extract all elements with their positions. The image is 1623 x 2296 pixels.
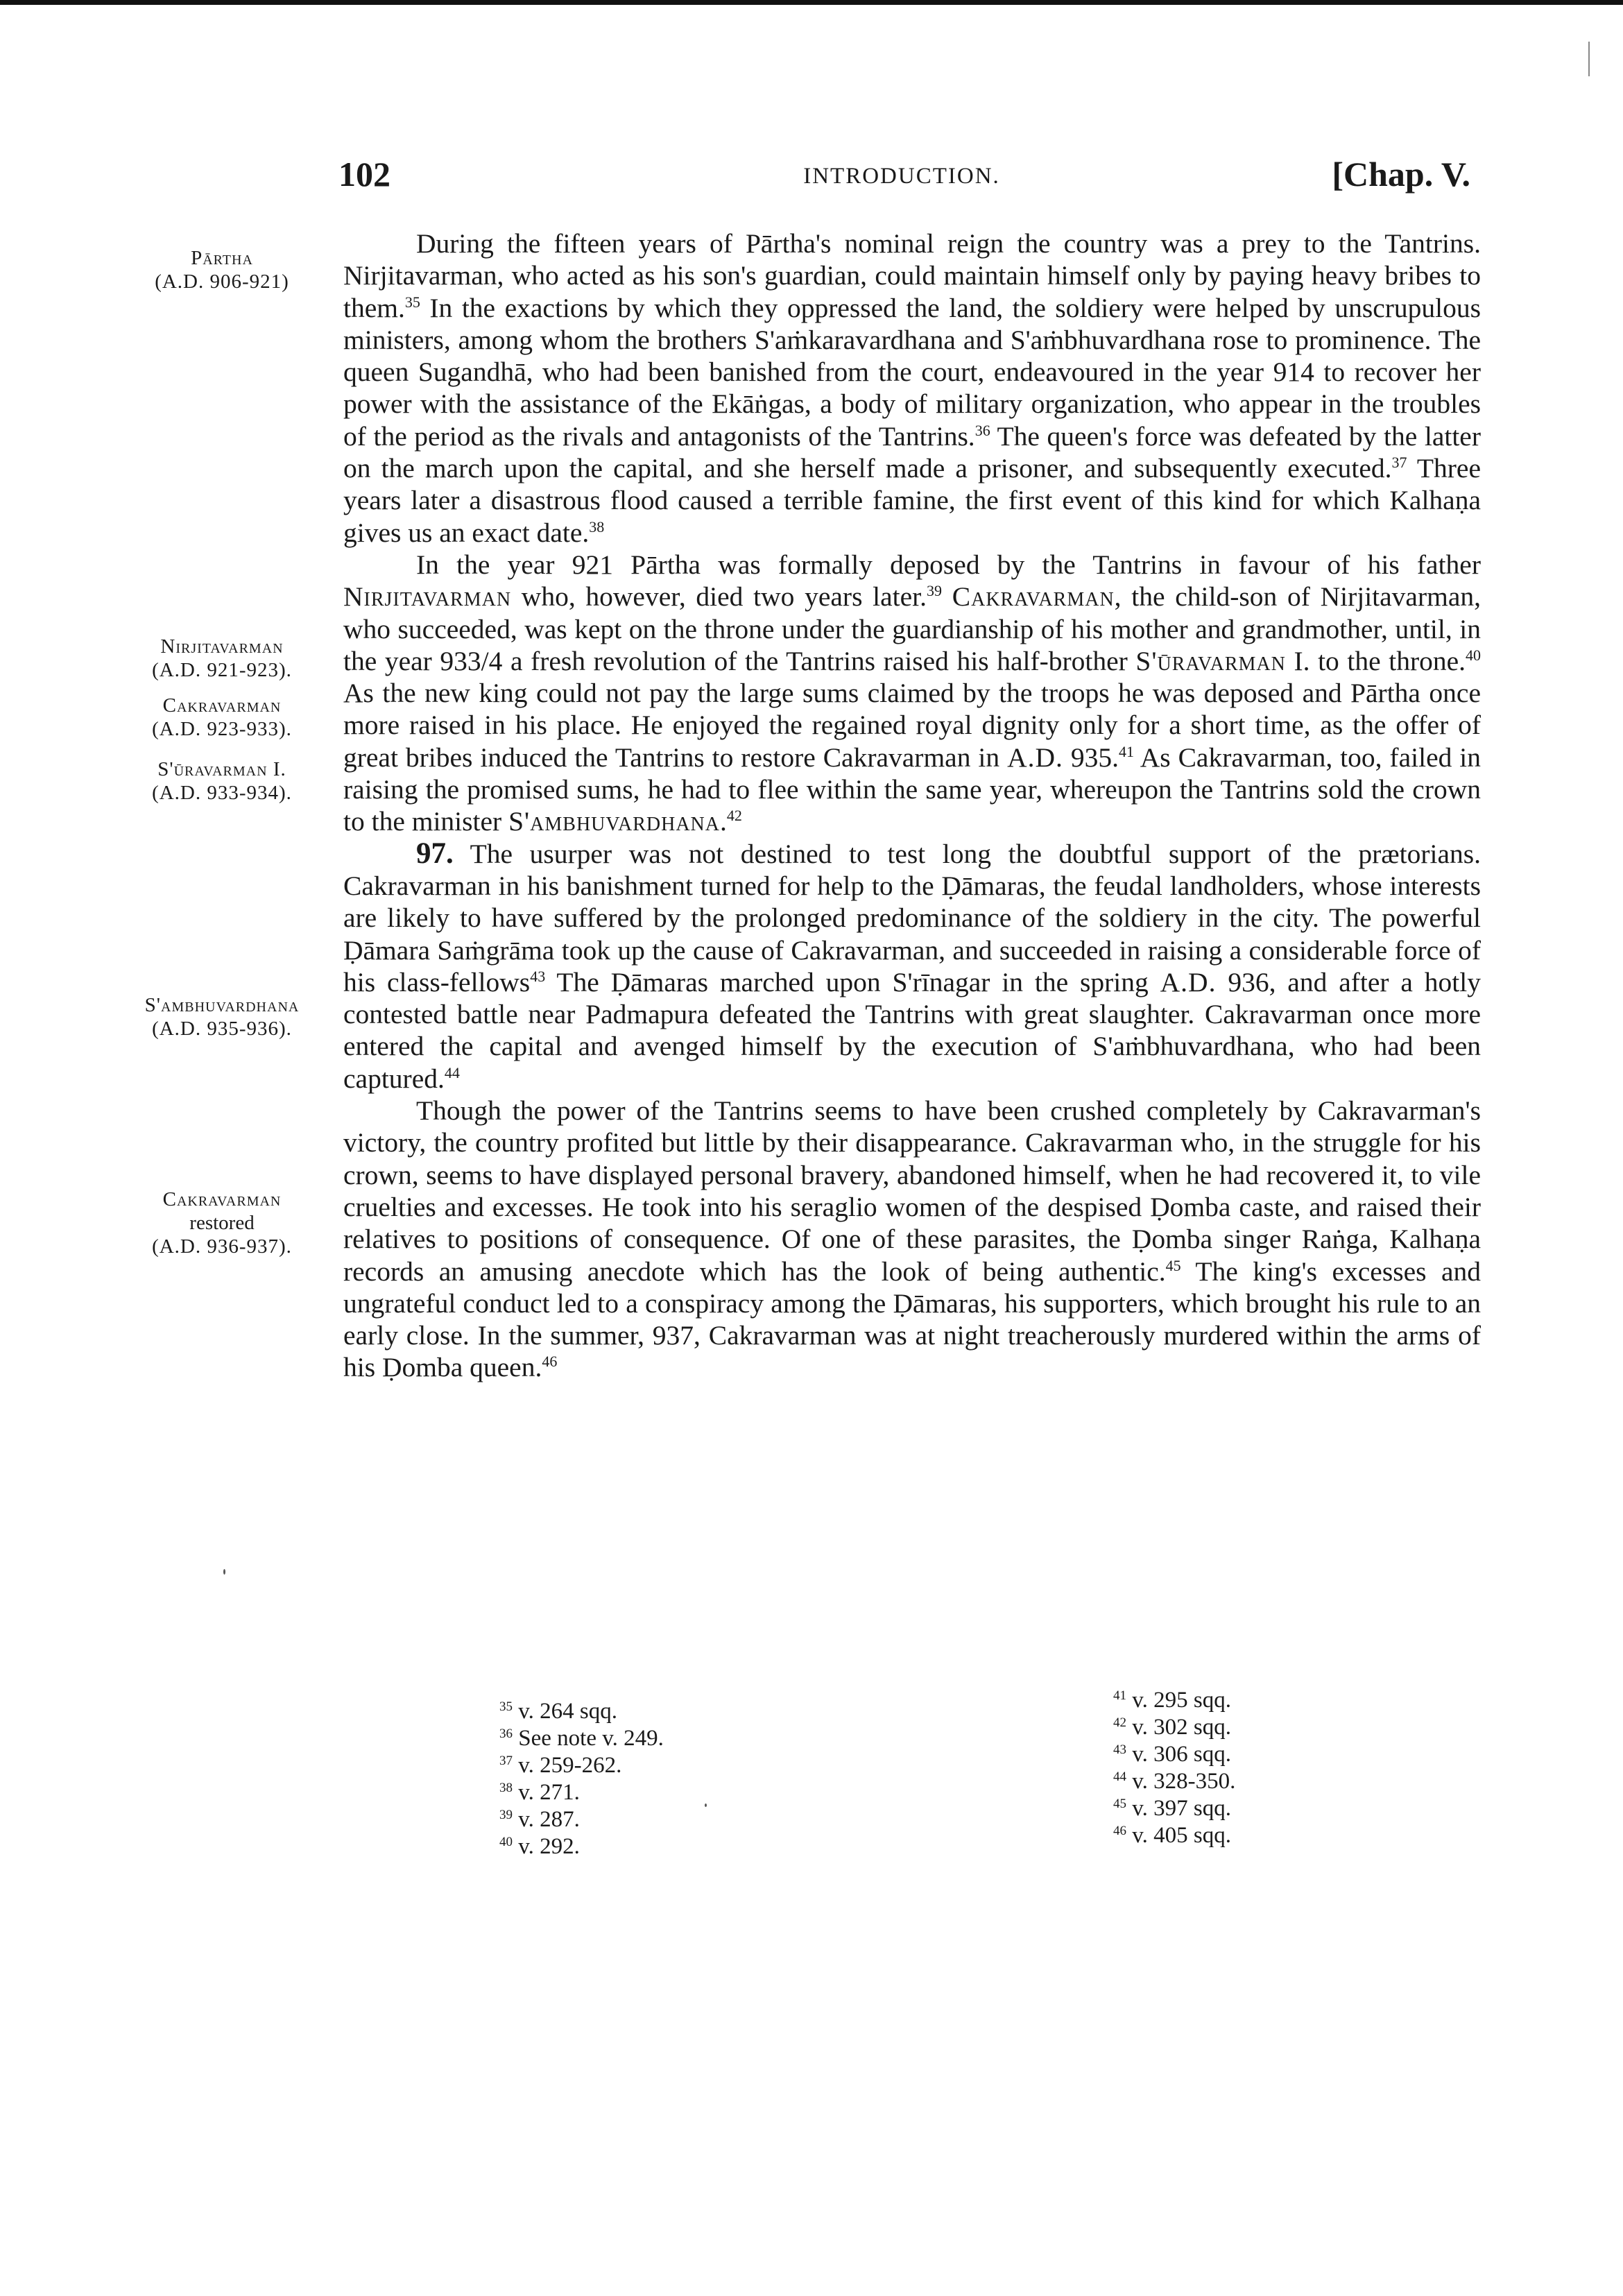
margin-note-suravarman	[97, 757, 347, 805]
footnote-ref: 42	[726, 807, 742, 825]
footnote-ref: 38	[589, 517, 605, 536]
scan-top-border	[0, 0, 1623, 5]
footnote-ref: 39	[927, 582, 943, 600]
margin-note-dates: (A.D. 936-937).	[152, 1235, 292, 1258]
footnote: $^{40}$ v. 292.	[499, 1834, 580, 1859]
footnotes-right	[1113, 1687, 1235, 1849]
paragraph: In the year 921 Pārtha was formally deposed by the Tantrins in favour of his father Nirjitavarman who, however, died two years later.$^{39}$ Cakravarman, the child-son of Nirjitavarman, who succeeded, was kept on the throne under the guardianship of his mother and grandmother, until, in the year 933/4 a fresh revolution of the Tantrins raised his half-brother S'ūravarman I. to the throne.$^{40}$ As the new king could not pay the large sums claimed by the troops he was deposed and Pārtha once more raised in his place. He enjoyed the regained royal dignity only for a short time, as the offer of great bribes induced the Tantrins to restore Cakravarman in A.D. 935.41 As Cakravarman, too, failed in raising the promised sums, he had to flee within the same year, whereupon the Tantrins sold the crown to the minister S'ambhuvardhana.$^{42}$	[343, 549, 1482, 837]
margin-note-name: Cakravarman	[162, 694, 282, 717]
margin-note-dates: (A.D. 935-936).	[152, 1018, 292, 1040]
paragraph-section-97: 97. The usurper was not destined to test long the doubtful support of the prætorians. Cakravarman in his banishment turned for help to the Ḍāmaras, the feudal landholders, whose interests are likely to have suffered by the prolonged predominance of the soldiery in the city. The powerful Ḍāmara Saṁgrāma took up the cause of Cakravarman, and succeeded in raising a considerable force of his class-fellows$^{43}$ The Ḍāmaras marched upon S'rīnagar in the spring A.D. 936, and after a hotly contested battle near Padmapura defeated the Tantrins with great slaughter. Cakravarman once more entered the capital and avenged himself by the execution of S'aṁbhuvardhana, who had been captured.$^{44}$	[343, 837, 1481, 1094]
margin-note-dates: (A.D. 933-934).	[152, 782, 292, 804]
margin-note-name: S'ūravarman I.	[157, 758, 286, 780]
footnote: $^{39}$ v. 287.	[499, 1807, 580, 1832]
running-title: INTRODUCTION.	[803, 164, 1000, 189]
margin-note-sambhuvardhana	[97, 993, 347, 1040]
paragraph: During the fifteen years of Pārtha's nominal reign the country was a prey to the Tantrins. Nirjitavarman, who acted as his son's guardian, could maintain himself only by paying heavy bribes to them.$^{35}$ In the exactions by which they oppressed the land, the soldiery were helped by unscrupulous ministers, among whom the brothers S'aṁkaravardhana and S'aṁbhuvardhana rose to prominence. The queen Sugandhā, who had been banished from the court, endeavoured in the year 914 to recover her power with the assistance of the Ekāṅgas, a body of military organization, who appear in the troubles of the period as the rivals and antagonists of the Tantrins.$^{36}$ The queen's force was defeated by the latter on the march upon the capital, and she herself made a prisoner, and subsequently executed.$^{37}$ Three years later a disastrous flood caused a terrible famine, the first event of this kind for which Kalhaṇa gives us an exact date.$^{38}$	[343, 228, 1481, 548]
margin-note-name: Nirjitavarman	[160, 635, 284, 658]
footnote-ref: 36	[974, 421, 990, 439]
scan-edge-mark	[1588, 42, 1595, 76]
footnote: $^{43}$ v. 306 sqq.	[1113, 1742, 1231, 1767]
footnote: $^{42}$ v. 302 sqq.	[1113, 1715, 1231, 1740]
paragraph: Though the power of the Tantrins seems to have been crushed completely by Cakravarman's victory, the country profited but little by their disappearance. Cakravarman who, in the struggle for his crown, seems to have displayed personal bravery, abandoned himself, when he had recovered it, to vile cruelties and excesses. He took into his seraglio women of the despised Ḍomba caste, and raised their relatives to positions of consequence. Of one of these parasites, the Ḍomba singer Raṅga, Kalhaṇa records an amusing anecdote which has the look of being authentic.$^{45}$ The king's excesses and ungrateful conduct led to a conspiracy among the Ḍāmaras, his supporters, which brought his rule to an early close. In the summer, 937, Cakravarman was at night treacherously murdered within the arms of his Ḍomba queen.$^{46}$	[343, 1095, 1482, 1383]
margin-note-dates: (A.D. 921-923).	[152, 659, 292, 681]
footnote-ref: 41	[1118, 742, 1134, 760]
footnote-ref: 37	[1391, 454, 1407, 472]
margin-note-partha	[97, 246, 347, 293]
page-number: 102	[338, 155, 390, 194]
footnote-ref: 44	[444, 1063, 460, 1081]
footnote: $^{36}$ See note v. 249.	[499, 1726, 664, 1751]
footnote-ref: 46	[542, 1353, 558, 1371]
running-header	[333, 154, 1470, 209]
scan-speck	[223, 1569, 225, 1575]
footnote-ref: 35	[404, 293, 420, 311]
footnote-ref: 43	[530, 967, 546, 985]
footnote: $^{46}$ v. 405 sqq.	[1113, 1823, 1231, 1848]
footnotes-left	[499, 1698, 664, 1860]
margin-note-nirjitavarman	[97, 635, 347, 682]
section-number: 97.	[416, 837, 454, 870]
margin-note-name: Pārtha	[191, 247, 253, 269]
footnote-ref: 40	[1466, 646, 1482, 664]
margin-note-dates: (A.D. 906-921)	[155, 271, 289, 293]
main-text	[343, 228, 1481, 1384]
footnote: $^{37}$ v. 259-262.	[499, 1753, 622, 1778]
chapter-label: [Chap. V.	[1332, 155, 1470, 194]
footnote: $^{38}$ v. 271.	[499, 1780, 580, 1805]
margin-note-extra: restored	[189, 1212, 255, 1234]
margin-note-dates: (A.D. 923-933).	[152, 718, 292, 740]
margin-note-cakravarman	[97, 694, 347, 741]
margin-note-cakravarman-restored	[97, 1188, 347, 1258]
footnote: $^{35}$ v. 264 sqq.	[499, 1699, 617, 1724]
scan-speck	[705, 1804, 707, 1807]
margin-note-name: Cakravarman	[162, 1188, 282, 1210]
footnote: $^{44}$ v. 328-350.	[1113, 1769, 1236, 1794]
footnote-ref: 45	[1165, 1256, 1181, 1274]
footnote: $^{41}$ v. 295 sqq.	[1113, 1688, 1231, 1713]
margin-note-name: S'ambhuvardhana	[144, 994, 300, 1016]
footnote: $^{45}$ v. 397 sqq.	[1113, 1796, 1231, 1821]
